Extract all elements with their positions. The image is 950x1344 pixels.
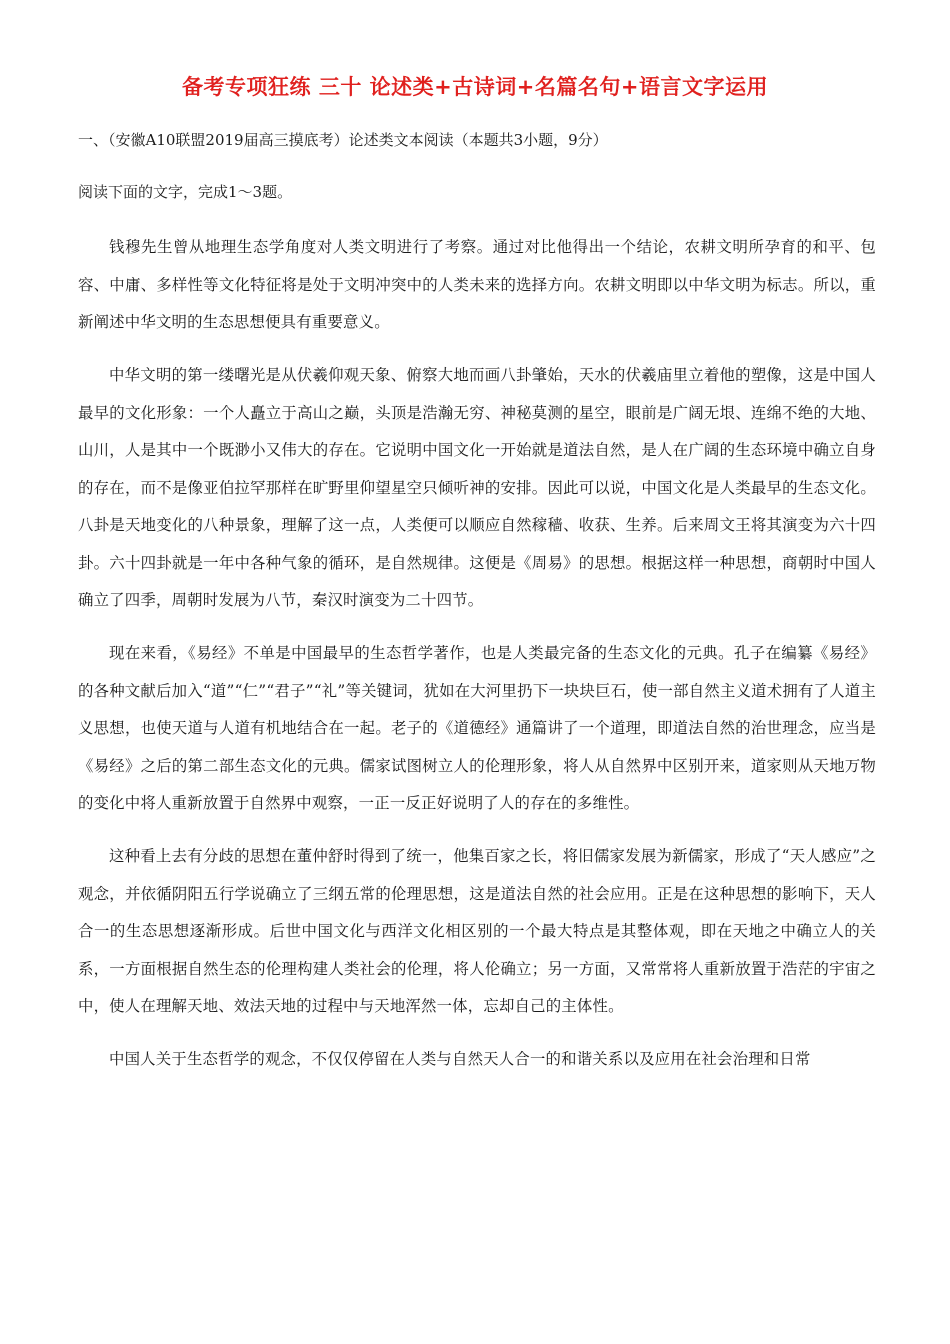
paragraph-2: 中华文明的第一缕曙光是从伏羲仰观天象、俯察大地而画八卦肇始，天水的伏羲庙里立着他的塑像，这是中国人最早的文化形象：一个人矗立于高山之巅，头顶是浩瀚无穷、神秘莫测的星空，眼前是广阔无垠、连绵不绝的大地、山川，人是其中一个既渺小又伟大的存在。它说明中国文化一开始就是道法自然，是人在广阔的生态环境中确立自身的存在，而不是像亚伯拉罕那样在旷野里仰望星空只倾听神的安排。因此可以说，中国文化是人类最早的生态文化。八卦是天地变化的八种景象，理解了这一点，人类便可以顺应自然稼穑、收获、生养。后来周文王将其演变为六十四卦。六十四卦就是一年中各种气象的循环，是自然规律。这便是《周易》的思想。根据这样一种思想，商朝时中国人确立了四季，周朝时发展为八节，秦汉时演变为二十四节。 [78,366,876,609]
section-heading: 一、（安徽A10联盟2019届高三摸底考）论述类文本阅读（本题共3小题，9分） [78,131,608,149]
paragraph-3: 现在来看，《易经》不单是中国最早的生态哲学著作，也是人类最完备的生态文化的元典。孔子在编纂《易经》的各种文献后加入“道”“仁”“君子”“礼”等关键词，犹如在大河里扔下一块块巨石，使一部自然主义道术拥有了人道主义思想，也使天道与人道有机地结合在一起。老子的《道德经》通篇讲了一个道理，即道法自然的治世理念，应当是《易经》之后的第二部生态文化的元典。儒家试图树立人的伦理形象，将人从自然界中区别开来，道家则从天地万物的变化中将人重新放置于自然界中观察，一正一反正好说明了人的存在的多维性。 [78,644,876,812]
document-title: 备考专项狂练 三十 论述类+古诗词+名篇名句+语言文字运用 [182,75,768,99]
paragraph-4: 这种看上去有分歧的思想在董仲舒时得到了统一，他集百家之长，将旧儒家发展为新儒家，形成了“天人感应”之观念，并依循阴阳五行学说确立了三纲五常的伦理思想，这是道法自然的社会应用。正是在这种思想的影响下，天人合一的生态思想逐渐形成。后世中国文化与西洋文化相区别的一个最大特点是其整体观，即在天地之中确立人的关系，一方面根据自然生态的伦理构建人类社会的伦理，将人伦确立；另一方面，又常常将人重新放置于浩茫的宇宙之中，使人在理解天地、效法天地的过程中与天地浑然一体，忘却自己的主体性。 [78,847,876,1015]
passage-body [78,229,876,1094]
paragraph-5: 中国人关于生态哲学的观念，不仅仅停留在人类与自然天人合一的和谐关系以及应用在社会治理和日常 [109,1050,811,1068]
paragraph-1: 钱穆先生曾从地理生态学角度对人类文明进行了考察。通过对比他得出一个结论，农耕文明所孕育的和平、包容、中庸、多样性等文化特征将是处于文明冲突中的人类未来的选择方向。农耕文明即以中华文明为标志。所以，重新阐述中华文明的生态思想便具有重要意义。 [78,238,876,331]
reading-instruction: 阅读下面的文字，完成1～3题。 [78,183,293,201]
